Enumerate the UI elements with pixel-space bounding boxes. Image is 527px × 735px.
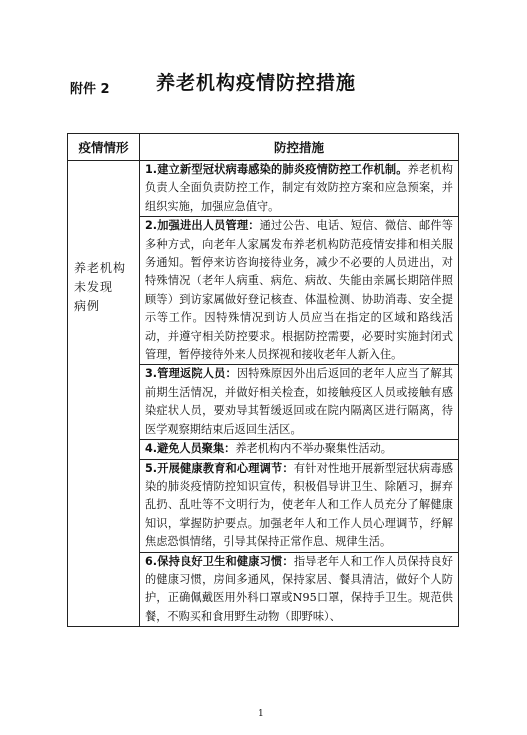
header-measures: 防控措施	[140, 134, 459, 161]
measure-text: 养老机构负责人全面负责防控工作，制定有效防控方案和应急预案，并组织实施，加强应急值守。	[145, 163, 453, 213]
measure-text: 指导老年人和工作人员保持良好的健康习惯，房间多通风，保持家居、餐具清洁，做好个人防护，正确佩戴医用外科口罩或N95口罩，保持手卫生。规范供餐，不购买和食用野生动物（即野味）、	[145, 554, 453, 623]
measure-item	[145, 440, 453, 458]
measure-item	[145, 217, 453, 364]
table-header-row	[68, 134, 459, 161]
measures-table	[67, 133, 459, 627]
situation-line: 养老机构	[74, 261, 127, 275]
measure-heading: 5.开展健康教育和心理调节：	[145, 461, 294, 475]
measure-text: 通过公告、电话、短信、微信、邮件等多种方式，向老年人家属发布养老机构防范疫情安排和相关服务通知。暂停来访咨询接待业务，减少不必要的人员进出，对特殊情况（老年人病重、病危、病故、失能由亲属长期陪伴照顾等）到访家属做好登记核查、体温检测、协助消毒、安全提示等工作。因特殊情况到访人员应当在指定的区域和路线活动，并遵守相关防控要求。根据防控需要，必要时实施封闭式管理，暂停接待外来人员探视和接收老年人新入住。	[145, 219, 453, 362]
measures-cell	[140, 161, 459, 627]
measure-heading: 1.建立新型冠状病毒感染的肺炎疫情防控工作机制。	[145, 163, 408, 176]
measure-heading: 4.避免人员聚集：	[145, 442, 236, 456]
page-number: 1	[258, 709, 264, 719]
measure-heading: 6.保持良好卫生和健康习惯：	[145, 554, 294, 568]
measure-item	[145, 553, 453, 627]
measure-heading: 2.加强进出人员管理：	[145, 219, 260, 233]
document-title: 养老机构疫情防控措施	[156, 72, 357, 94]
measure-item	[145, 365, 453, 439]
measure-text: 养老机构内不举办聚集性活动。	[235, 442, 392, 456]
header-situation: 疫情情形	[68, 134, 140, 161]
situation-cell	[68, 161, 140, 627]
measure-item	[145, 460, 453, 552]
attachment-label: 附件 2	[70, 82, 110, 97]
situation-line: 病例	[74, 299, 101, 313]
measure-text: 因特殊原因外出后返回的老年人应当了解其前期生活情况，并做好相关检查，如接触疫区人员或接触有感染症状人员，要劝导其暂缓返回或在院内隔离区进行隔离，待医学观察期结束后返回生活区。	[145, 367, 453, 436]
measure-item	[145, 161, 453, 216]
measure-heading: 3.管理返院人员：	[145, 367, 237, 381]
table-row	[68, 161, 459, 627]
page-header	[70, 68, 470, 108]
measure-text: 有针对性地开展新型冠状病毒感染的肺炎疫情防控知识宣传，积极倡导讲卫生、除陋习，摒弃乱扔、乱吐等不文明行为，使老年人和工作人员充分了解健康知识，掌握防护要点。加强老年人和工作人员心理调节，纾解焦虑恐惧情绪，引导其保持正常作息、规律生活。	[145, 461, 453, 549]
situation-line: 未发现	[74, 280, 114, 294]
